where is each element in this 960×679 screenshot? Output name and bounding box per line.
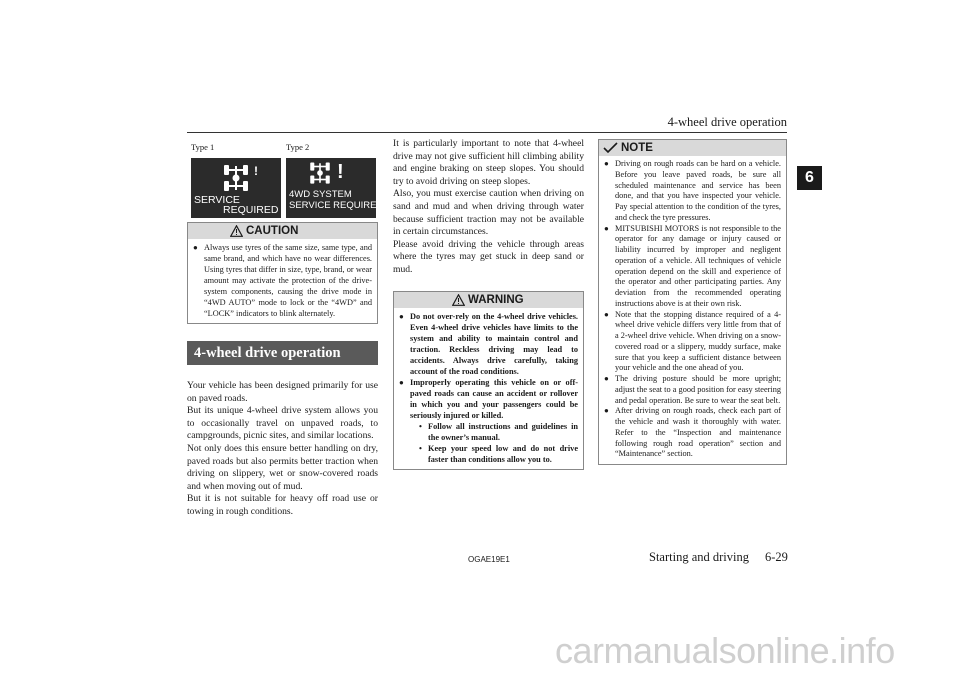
warning-bullet-2-text: Improperly operating this vehicle on or off-paved roads can cause an accident or rollover in which you and your passengers could be seriously injured or killed. — [410, 377, 578, 420]
sub-bullet-dot: • — [419, 443, 422, 453]
note-bullet-1 — [603, 159, 781, 224]
page-header — [187, 115, 787, 135]
column-middle — [393, 138, 584, 470]
footer-section: Starting and driving — [649, 550, 749, 564]
warning-header — [394, 292, 583, 308]
column-left — [187, 138, 384, 519]
bullet-dot: ● — [604, 406, 609, 416]
body-left — [187, 380, 378, 519]
panel2-line2: SERVICE REQUIRED — [289, 200, 384, 211]
note-bullet-5 — [603, 406, 781, 460]
exclamation-icon: ! — [337, 161, 344, 183]
bullet-dot: ● — [604, 159, 609, 168]
note-bullet-4-text: The driving posture should be more upright; adjust the seat to a good position for easy steering and pedal operation. Be sure to wear the seat belt. — [615, 374, 781, 405]
note-bullet-4 — [603, 374, 781, 406]
panel1-exclaim-mark: ! — [254, 164, 258, 178]
note-bullet-3 — [603, 310, 781, 375]
caution-box — [187, 222, 378, 324]
warning-bullet-1-text: Do not over-rely on the 4-wheel drive vehicles. Even 4-wheel drive vehicles have limits to the system and ability to maintain control and traction. Reckless driving may lead to accidents. Always drive carefully, taking account of the road conditions. — [410, 311, 578, 376]
panel2-line1: 4WD SYSTEM — [289, 189, 352, 200]
indicator-panels — [187, 158, 384, 218]
bullet-dot: ● — [604, 223, 609, 233]
warning-box — [393, 291, 584, 470]
caution-bullet-text: Always use tyres of the same size, same type, and same brand, and which have no wear differences. Using tyres that differ in size, type, brand, or wear amount may activate the protection of the drive-system components, causing the drive mode in “4WD AUTO” mode to lock or the “4WD” and “LOCK” indicators to blink alternately. — [204, 243, 372, 318]
body-left-para-2: But its unique 4-wheel drive system allows you to occasionally travel on unpaved roads, to campgrounds, picnic sites, and similar locations. — [187, 405, 378, 442]
note-label: NOTE — [621, 142, 653, 154]
note-bullet-2-text: MITSUBISHI MOTORS is not responsible to the operator for any damage or injury caused or liability incurred by improper and negligent operation of a vehicle. All techniques of vehicle operation depend on the skill and experience of the operator and other participating parties. Any deviation from the recommended operating instructions above is at their own risk. — [615, 223, 781, 308]
type-labels — [187, 138, 378, 154]
note-bullet-5-text: After driving on rough roads, check each part of the vehicle and wash it thoroughly with water. Refer to the “Inspection and maintenance following rough road operation” section and “Maintenance” section. — [615, 406, 781, 459]
chapter-tab[interactable]: 6 — [797, 166, 822, 190]
bullet-dot: ● — [399, 311, 404, 321]
watermark: carmanualsonline.info — [555, 630, 895, 671]
note-body — [599, 156, 786, 464]
sub-bullet-dot: • — [419, 421, 422, 431]
body-mid-para-3: Please avoid driving the vehicle through areas where the tyres may get stuck in deep sand or mud. — [393, 238, 584, 275]
warning-triangle-icon — [452, 294, 465, 306]
warning-triangle-icon — [230, 225, 243, 237]
body-left-para-4: But it is not suitable for heavy off road use or towing in rough conditions. — [187, 493, 378, 517]
indicator-panel-type1 — [191, 158, 281, 218]
body-left-para-1: Your vehicle has been designed primarily for use on paved roads. — [187, 380, 378, 404]
body-mid-para-1: It is particularly important to note that 4-wheel drive may not give sufficient hill climbing ability and engine braking on steep slopes. You should try to avoid driving on steep slopes. — [393, 138, 584, 187]
bullet-dot: ● — [193, 243, 198, 252]
warning-bullet-1 — [398, 311, 578, 377]
warning-sub-bullet-1-text: Follow all instructions and guidelines in the owner’s manual. — [428, 421, 578, 442]
bullet-dot: ● — [604, 374, 609, 383]
body-left-para-3: Not only does this ensure better handling on dry, paved roads but also permits better traction when driving on slippery, wet or snow-covered roads and when moving out of mud. — [187, 442, 378, 492]
note-bullet-1-text: Driving on rough roads can be hard on a vehicle. Before you leave paved roads, be sure all scheduled maintenance and service has been done, and that you have inspected your vehicle. Pay special attention to the condition of the tyres, and check the tyre pressures. — [615, 159, 781, 222]
warning-sub-bullet-2-text: Keep your speed low and do not drive faster than conditions allow you to. — [428, 443, 578, 464]
note-box — [598, 139, 787, 465]
note-header — [599, 140, 786, 156]
section-title: 4-wheel drive operation — [187, 341, 378, 365]
warning-label: WARNING — [468, 293, 524, 306]
drivetrain-warning-icon — [222, 162, 250, 194]
caution-label: CAUTION — [246, 225, 299, 237]
panel1-line2: REQUIRED — [223, 204, 279, 216]
type2-label: Type 2 — [286, 142, 310, 152]
column-right — [598, 138, 787, 465]
indicator-panel-type2 — [286, 158, 384, 218]
check-note-icon — [603, 142, 618, 154]
bullet-dot: ● — [604, 309, 609, 319]
header-title: 4-wheel drive operation — [667, 115, 787, 129]
note-bullet-3-text: Note that the stopping distance required of a 4-wheel drive vehicle differs very little from that of a 2-wheel drive vehicle. When driving on a snow-covered road or a slippery, muddy surface, make sure that you keep a sufficient distance between your vehicle and the one ahead of you. — [615, 309, 781, 373]
footer-page-number: 6-29 — [765, 550, 788, 564]
type1-label: Type 1 — [191, 142, 215, 152]
note-bullet-2 — [603, 224, 781, 310]
footer-code: OGAE19E1 — [468, 555, 510, 564]
caution-bullet — [192, 242, 372, 319]
header-rule — [187, 132, 787, 133]
caution-body — [188, 239, 377, 323]
warning-bullet-2 — [398, 377, 578, 465]
warning-sub-bullet-1 — [410, 421, 578, 443]
panel1-line1: SERVICE — [194, 194, 240, 206]
warning-sub-bullet-2 — [410, 443, 578, 465]
bullet-dot: ● — [399, 377, 404, 387]
warning-body — [394, 308, 583, 469]
drivetrain-icon — [308, 160, 332, 186]
body-mid-para-2: Also, you must exercise caution when driving on sand and mud and when driving through water because sufficient traction may not be available in certain circumstances. — [393, 188, 584, 238]
panel2-text — [289, 189, 383, 211]
caution-header — [188, 223, 377, 239]
